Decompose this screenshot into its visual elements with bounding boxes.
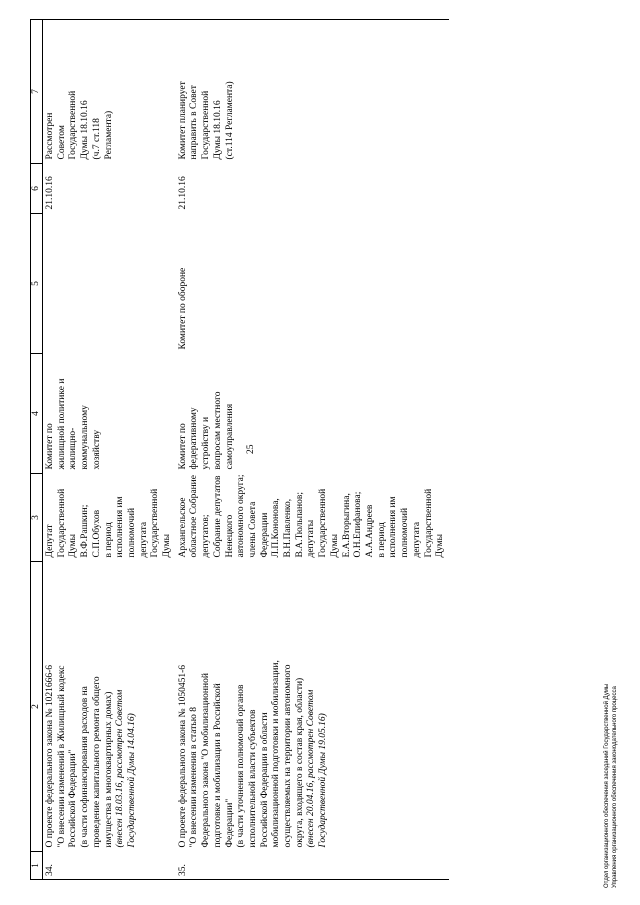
- responsible-committee-line: устройству и: [201, 416, 212, 470]
- footer-line: Управления организационного обеспечения законодательного процесса: [612, 686, 618, 888]
- initiators-line: Ненецкого: [224, 514, 235, 558]
- initiators-line: Думы: [162, 534, 173, 558]
- status-line: (ст.114 Регламента): [224, 81, 235, 160]
- description-line: Федерации": [224, 798, 235, 848]
- status-line: направить в Совет: [189, 85, 200, 160]
- description-line: мобилизационной подготовки и мобилизации,: [271, 660, 282, 848]
- responsible-committee-line: федеративному: [189, 407, 200, 470]
- description-line: (в части софинансирования расходов на: [80, 686, 91, 848]
- header-cell: 2: [31, 562, 43, 852]
- description-line: проведение капитального ремонта общего: [91, 676, 102, 848]
- initiators-line: Е.А.Вторыгина,: [341, 493, 352, 558]
- status-line: Думы 18.10.16: [212, 100, 223, 160]
- description-line: О проекте федерального закона № 1050451-6: [177, 664, 188, 848]
- initiators-line: Государственной: [423, 488, 434, 558]
- initiators-line: С.П.Обухов: [91, 509, 102, 558]
- initiators-line: Государственной: [56, 488, 67, 558]
- status-line: Государственной: [201, 90, 212, 160]
- description-line: Государственной Думы 19.05.16): [318, 713, 329, 848]
- bill-description: [176, 562, 449, 852]
- initiators-line: в период: [376, 522, 387, 558]
- description-line: "О внесении изменения в статью 8: [189, 707, 200, 848]
- initiators-line: депутаты: [306, 519, 317, 558]
- description-line: Государственной Думы 14.04.16): [126, 713, 137, 848]
- initiators-line: полномочий: [400, 507, 411, 558]
- responsible-committee-line: самоуправления: [224, 403, 235, 470]
- responsible-committee-line: Комитет по: [45, 423, 55, 470]
- page-number: 25: [246, 444, 256, 454]
- initiators-line: члены Совета: [247, 501, 258, 558]
- bills-table: [30, 19, 449, 880]
- co-executor: [43, 214, 176, 354]
- initiators-line: депутатов;: [201, 514, 212, 558]
- initiators-line: А.А.Андреев: [364, 504, 375, 558]
- initiators-line: Думы: [435, 534, 446, 558]
- initiators-line: Государственной: [150, 488, 161, 558]
- status-line: Регламента): [103, 110, 114, 160]
- description-line: Российской Федерации": [68, 749, 79, 848]
- description-line: (внесен 18.03.16, рассмотрен Советом: [115, 689, 126, 848]
- description-line: подготовке и мобилизации в Российской: [212, 683, 223, 848]
- date-line: 21.10.16: [177, 176, 188, 210]
- initiators-line: полномочий: [126, 507, 137, 558]
- initiators-line: В.Н.Павленко,: [283, 498, 294, 558]
- table-header-row: [31, 20, 43, 880]
- co-executor: [176, 214, 449, 354]
- initiators-line: исполнения им: [388, 496, 399, 558]
- description-line: Федерального закона "О мобилизационной: [201, 673, 212, 848]
- table-row: [43, 20, 176, 880]
- description-line: (в части уточнения полномочий органов: [236, 684, 247, 848]
- description-line: (внесен 20.04.16, рассмотрен Советом: [306, 689, 317, 848]
- table-body: [43, 20, 449, 880]
- description-line: Российской Федерации в области: [259, 712, 270, 848]
- responsible-committee-line: коммунальному: [80, 405, 91, 470]
- status-line: (ч.7 ст.118: [91, 118, 102, 160]
- initiators-line: О.Н.Епифанова;: [353, 491, 364, 558]
- footer-note: [603, 684, 619, 888]
- status-line: Рассмотрен: [45, 112, 55, 160]
- initiators-line: Думы: [68, 534, 79, 558]
- responsible-committee-line: хозяйству: [91, 429, 102, 470]
- date: [43, 164, 176, 214]
- description-line: О проекте федерального закона № 1021666-6: [45, 664, 55, 848]
- description-line: исполнительной власти субъектов: [247, 709, 258, 848]
- initiators-line: Л.П.Кононова,: [271, 498, 282, 558]
- initiators: [176, 474, 449, 562]
- initiators-line: Депутат: [45, 524, 55, 558]
- status: [176, 20, 449, 164]
- responsible-committee: [43, 354, 176, 474]
- initiators-line: Федерации: [259, 512, 270, 558]
- co-executor-line: Комитет по обороне: [177, 267, 188, 350]
- initiators-line: исполнения им: [115, 496, 126, 558]
- initiators-line: автономного округа;: [236, 474, 247, 558]
- initiators-line: Собрание депутатов: [212, 475, 223, 558]
- initiators-line: Думы: [329, 534, 340, 558]
- responsible-committee-line: Комитет по: [177, 423, 188, 470]
- row-number: 35.: [176, 852, 449, 880]
- initiators-line: Государственной: [318, 488, 329, 558]
- bill-description: [43, 562, 176, 852]
- responsible-committee-line: вопросам местного: [212, 391, 223, 470]
- initiators-line: Архангельское: [177, 497, 188, 558]
- status-line: Думы 18.10.16: [80, 100, 91, 160]
- header-cell: 4: [31, 354, 43, 474]
- date: [176, 164, 449, 214]
- initiators: [43, 474, 176, 562]
- header-cell: 3: [31, 474, 43, 562]
- status: [43, 20, 176, 164]
- table-row: [176, 20, 449, 880]
- footer-line: Отдел организационного обеспечения заседаний Государственной Думы: [604, 683, 610, 888]
- description-line: имущества в многоквартирных домах): [103, 691, 114, 848]
- initiators-line: В.Ф.Рашкин;: [80, 504, 91, 558]
- description-line: "О внесении изменений в Жилищный кодекс: [56, 665, 67, 848]
- header-cell: 6: [31, 164, 43, 214]
- header-cell: 5: [31, 214, 43, 354]
- status-line: Государственной: [68, 90, 79, 160]
- responsible-committee-line: жилищной политике и: [56, 378, 67, 470]
- initiators-line: областное Собрание: [189, 475, 200, 558]
- header-cell: 7: [31, 20, 43, 164]
- initiators-line: в период: [103, 522, 114, 558]
- row-number: 34.: [43, 852, 176, 880]
- responsible-committee-line: жилищно-: [68, 427, 79, 470]
- responsible-committee: [176, 354, 449, 474]
- initiators-line: депутата: [138, 521, 149, 558]
- initiators-line: В.А.Тюльпанов;: [294, 492, 305, 558]
- initiators-line: депутата: [411, 521, 422, 558]
- status-line: Комитет планирует: [177, 81, 188, 160]
- status-line: Советом: [56, 125, 67, 160]
- date-line: 21.10.16: [45, 176, 55, 210]
- description-line: осуществляемых на территории автономного: [283, 664, 294, 848]
- header-cell: 1: [31, 852, 43, 880]
- description-line: округа, входящего в состав края, области): [294, 677, 305, 848]
